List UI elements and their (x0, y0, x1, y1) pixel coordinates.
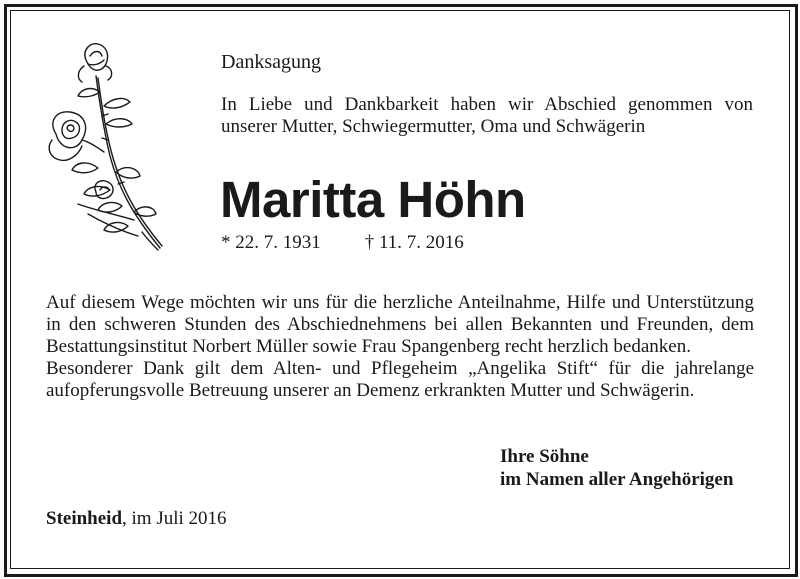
thanks-paragraph-1: Auf diesem Wege möchten wir uns für die herzliche Anteilnahme, Hilfe und Unterstützung in den schweren Stunden des Abschiednehmens bei allen Bekannten und Freunden, dem Bestattungsinstitut Norbert Müller sowie Frau Spangenberg recht herzlich bedanken. (46, 292, 754, 357)
signature (500, 445, 733, 491)
notice-heading: Danksagung (221, 51, 321, 73)
signature-line-2: im Namen aller Angehörigen (500, 469, 734, 490)
death-date: † 11. 7. 2016 (364, 232, 464, 253)
signature-line-1: Ihre Söhne (500, 446, 589, 467)
birth-date: * 22. 7. 1931 (221, 232, 321, 253)
rose-illustration-icon (38, 36, 173, 254)
thanks-body (46, 292, 754, 402)
life-dates (221, 232, 464, 254)
place-and-date (46, 508, 227, 530)
deceased-name: Maritta Höhn (220, 171, 526, 228)
intro-text: In Liebe und Dankbarkeit haben wir Abschied genommen von unserer Mutter, Schwiegermutter, Oma und Schwägerin (221, 94, 753, 137)
place: Steinheid (46, 508, 123, 529)
thanks-paragraph-2: Besonderer Dank gilt dem Alten- und Pflegeheim „Angelika Stift“ für die jahrelange aufopferungsvolle Betreuung unserer an Demenz erkrankten Mutter und Schwägerin. (46, 358, 754, 401)
date: , im Juli 2016 (122, 508, 227, 529)
